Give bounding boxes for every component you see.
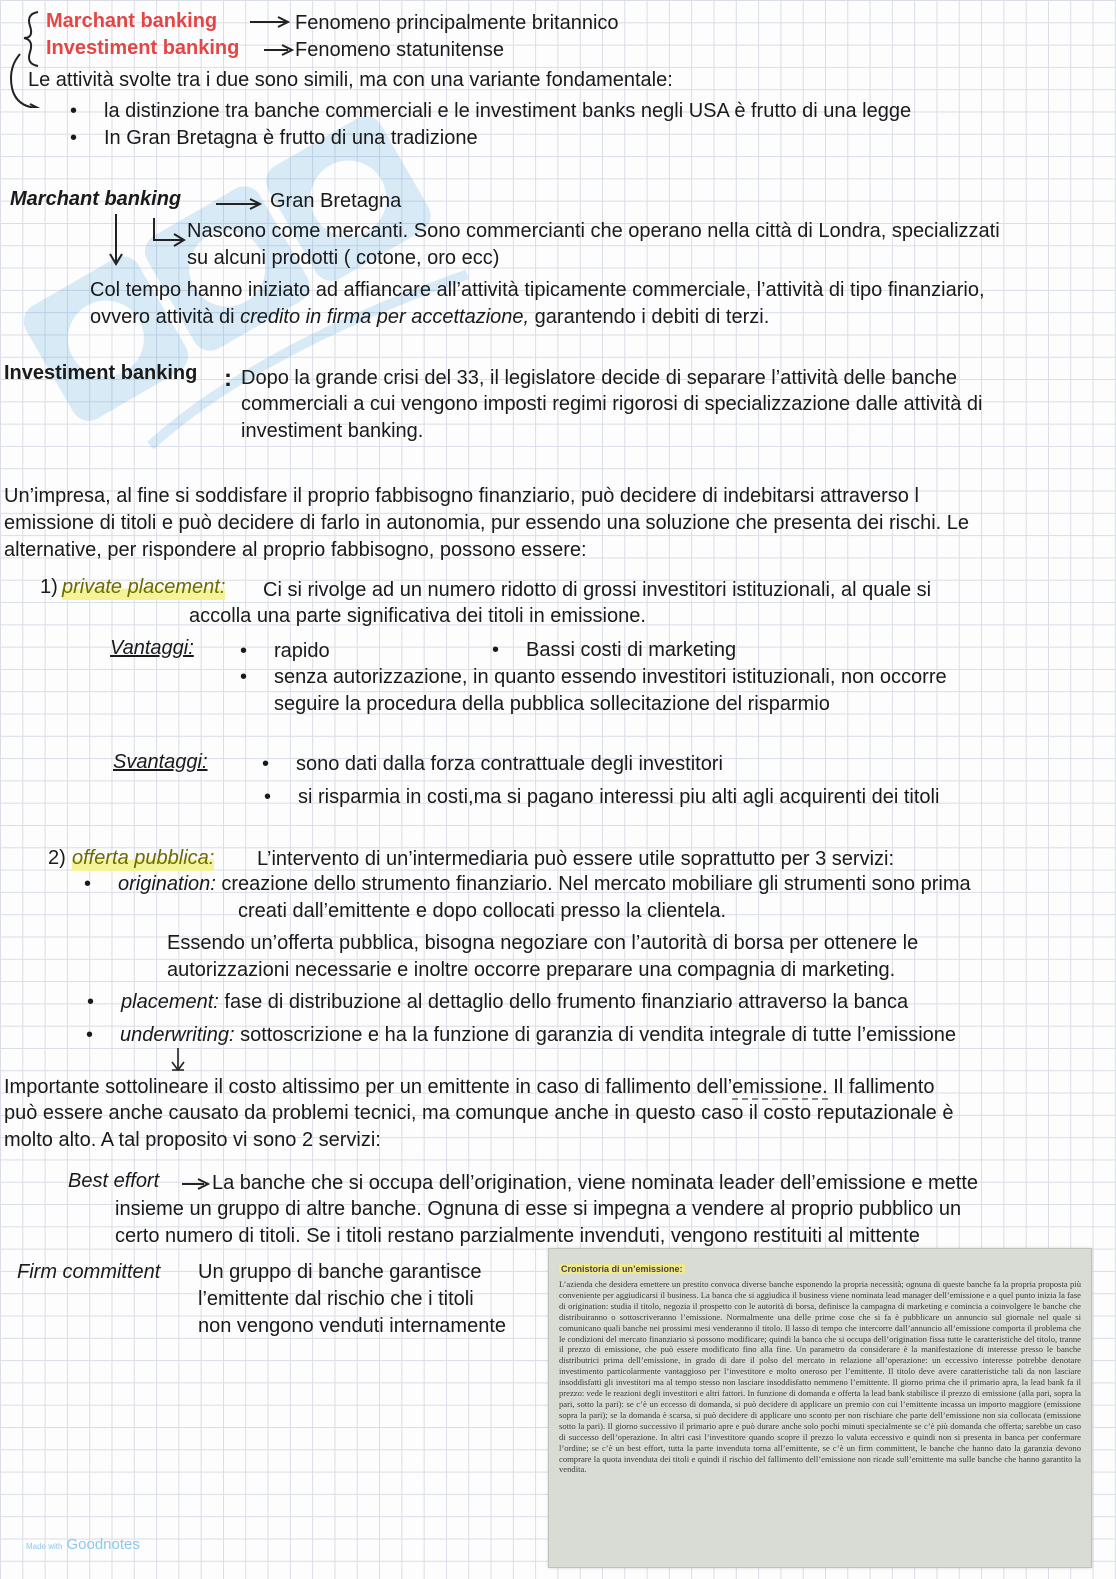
investment-desc: Fenomeno statunitense	[295, 39, 505, 61]
importante-p1: Importante sottolineare il costo altissimo per un emittente in caso di fallimento dell’emissione. Il fallimento	[4, 1076, 935, 1098]
photo-text: L’azienda che desidera emettere un prestito convoca diverse banche esponendo la propria necessità; ognuna di queste banche fa la propria proposta più conveniente per aggiudicarsi il business. La banca che si aggiudica il business viene nominata lead manager dell’emissione e a quel punto inizia la fase di origination: studia il titolo, negozia il prospetto con le autorità di borsa, definisce la campagna di marketing e comincia a coinvolgere le banche che distribuiranno o sottoscriveranno l’emissione. Normalmente una delle prime cose che si fa è pubblicare un annuncio sul giornale nel quale si comunicano quali banche nei prossimi mesi venderanno il titolo. Il lasso di tempo che intercorre dall’annuncio all’emissione comporta il problema che le condizioni del mercato finanziario si possono modificare; quindi la banca che si occupa dell’origination fissa tutte le caratteristiche del titolo, tranne il prezzo di emissione, che può essere modificato fino alla fine. Un parametro da considerare è la manifestazione di interesse presso le banche distributrici prima dell’emissione, in grado di dare il polso del mercato in relazione all’operazione: un eccessivo interesse potrebbe denotare investimento particolarmente vantaggioso per l’investitore e molto oneroso per l’emittente. Il titolo deve avere caratteristiche tali da non lasciare insoddisfatti gli investitori ma al tempo stesso non lasciare insoddisfatto nemmeno l’emittente. Il giorno prima che il primario apra, la lead bank fa il prezzo: vede le reazioni degli investitori e altri fattori. In funzione di domanda e offerta la lead bank stabilisce il prezzo di emissione (alla pari, sopra la pari, sotto la pari): se c’è un eccesso di domanda, si può decidere di applicare un premio con cui l’emittente incassa un importo maggiore (emissione sopra la pari); se la domanda è scarsa, si può decidere di applicare uno sconto per non rischiare che parte dell’emissione non sia collocata (emissione sotto la pari). Il giorno successivo il primario apre e può durare anche solo pochi minuti specialmente se c’è più domanda che offerta; sarebbe un caso di successo dell’operazione. In altri casi l’investitore quando scopre il prezzo lo valuta eccessivo e quindi non si presenta in banca per confermare l’ordine; se c’è un best effort, tutta la parte invenduta torna all’emittente, se c’è un firm committent, le banche che hanno dato la garanzia devono comprare la quota invenduta dei titoli e quindi il rischio del fallimento dell’emissione non ricade sull’emittente ma sulle banche che hanno garantito la vendita.	[559, 1279, 1081, 1475]
best-effort-label: Best effort	[68, 1170, 160, 1192]
firm-committent-desc-3: non vengono venduti internamente	[198, 1315, 507, 1337]
vantaggi-label: Vantaggi:	[110, 637, 194, 659]
svantaggi-label: Svantaggi:	[113, 751, 208, 773]
origination-note-2: autorizzazioni necessarie e inoltre occorre preparare una compagnia di marketing.	[167, 959, 896, 981]
list-item: • rapido	[274, 638, 330, 664]
arrow-right-icon	[214, 196, 264, 212]
firm-committent-desc-1: Un gruppo di banche garantisce	[198, 1261, 482, 1283]
marchant-country: Gran Bretagna	[270, 190, 402, 212]
investment-desc-1: Dopo la grande crisi del 33, il legislatore decide di separare l’attività delle banche	[241, 367, 957, 389]
private-desc-2: accolla una parte significativa dei titoli in emissione.	[189, 605, 646, 627]
list-item: • si risparmia in costi,ma si pagano interessi piu alti agli acquirenti dei titoli	[298, 784, 939, 810]
marchant-desc-1: Nascono come mercanti. Sono commercianti che operano nella città di Londra, specializzati	[187, 220, 1000, 242]
textbook-photo	[548, 1248, 1092, 1568]
marchant-evol-1: Col tempo hanno iniziato ad affiancare all’attività tipicamente commerciale, l’attività di tipo finanziario,	[90, 279, 985, 301]
investment-desc-3: investiment banking.	[241, 420, 424, 442]
list-item: • In Gran Bretagna è frutto di una tradizione	[104, 125, 478, 151]
investment-label: Investiment banking	[46, 37, 240, 59]
private-num: 1)	[40, 576, 58, 598]
marchant-evol-2: ovvero attività di credito in firma per accettazione, garantendo i debiti di terzi.	[90, 306, 770, 328]
list-item-cont: seguire la procedura della pubblica sollecitazione del risparmio	[274, 693, 830, 715]
intro-text: Le attività svolte tra i due sono simili, ma con una variante fondamentale:	[28, 69, 673, 91]
colon: :	[224, 365, 232, 392]
best-effort-desc-3: certo numero di titoli. Se i titoli restano parzialmente invenduti, vengono restituiti al mittente	[115, 1225, 920, 1247]
marchant-label: Marchant banking	[46, 10, 218, 32]
private-label: private placement:	[62, 576, 226, 598]
marchant-desc: Fenomeno principalmente britannico	[295, 12, 619, 34]
marchant-desc-2: su alcuni prodotti ( cotone, oro ecc)	[187, 247, 500, 269]
offerta-num: 2)	[48, 847, 66, 869]
private-desc-1: Ci si rivolge ad un numero ridotto di grossi investitori istituzionali, al quale si	[263, 579, 932, 601]
list-item: • senza autorizzazione, in quanto essendo investitori istituzionali, non occorre	[274, 664, 947, 690]
list-item: • sono dati dalla forza contrattuale degli investitori	[296, 751, 723, 777]
photo-title: Cronistoria di un’emissione:	[561, 1264, 683, 1274]
firm-committent-desc-2: l’emittente dal rischio che i titoli	[198, 1288, 474, 1310]
firm-committent-label: Firm committent	[17, 1261, 161, 1283]
best-effort-desc-1: La banche che si occupa dell’origination, viene nominata leader dell’emissione e mette	[212, 1172, 979, 1194]
arrow-right-icon	[248, 14, 292, 30]
placement-item: • placement: fase di distribuzione al dettaglio dello frumento finanziario attraverso la banca	[121, 989, 908, 1015]
arrow-right-icon	[180, 1176, 210, 1192]
underwriting-item: • underwriting: sottoscrizione e ha la funzione di garanzia di vendita integrale di tutte l’emissione	[120, 1022, 956, 1048]
goodnotes-logo: Made with Goodnotes	[26, 1536, 140, 1553]
best-effort-desc-2: insieme un gruppo di altre banche. Ognuna di esse si impegna a vendere al proprio pubblico un	[115, 1198, 962, 1220]
impresa-p3: alternative, per rispondere al proprio fabbisogno, possono essere:	[4, 539, 587, 561]
investment-desc-2: commerciali a cui vengono imposti regimi rigorosi di specializzazione dalle attività di	[241, 393, 983, 415]
investment-heading: Investiment banking	[4, 362, 198, 384]
marchant-heading: Marchant banking	[10, 188, 182, 210]
impresa-p2: emissione di titoli e può decidere di farlo in autonomia, pur essendo una soluzione che presenta dei rischi. Le	[4, 512, 970, 534]
list-item: • Bassi costi di marketing	[526, 637, 736, 663]
impresa-p1: Un’impresa, al fine si soddisfare il proprio fabbisogno finanziario, può decidere di indebitarsi attraverso l	[4, 485, 919, 507]
importante-p3: molto alto. A tal proposito vi sono 2 servizi:	[4, 1129, 381, 1151]
arrow-right-icon	[262, 42, 294, 58]
importante-p2: può essere anche causato da problemi tecnici, ma comunque anche in questo caso il costo reputazionale è	[4, 1102, 954, 1124]
offerta-desc: L’intervento di un’intermediaria può essere utile soprattutto per 3 servizi:	[257, 848, 895, 870]
list-item: • la distinzione tra banche commerciali e le investiment banks negli USA è frutto di una legge	[104, 98, 911, 124]
origination-note-1: Essendo un’offerta pubblica, bisogna negoziare con l’autorità di borsa per ottenere le	[167, 932, 919, 954]
arrow-down-icon	[106, 212, 186, 270]
brace-icon	[6, 8, 46, 108]
arrow-down-icon	[170, 1046, 190, 1074]
origination-cont: creati dall’emittente e dopo collocati presso la clientela.	[238, 900, 727, 922]
origination-item: • origination: creazione dello strumento finanziario. Nel mercato mobiliare gli strumenti sono prima	[118, 871, 971, 897]
offerta-label: offerta pubblica:	[72, 847, 215, 869]
